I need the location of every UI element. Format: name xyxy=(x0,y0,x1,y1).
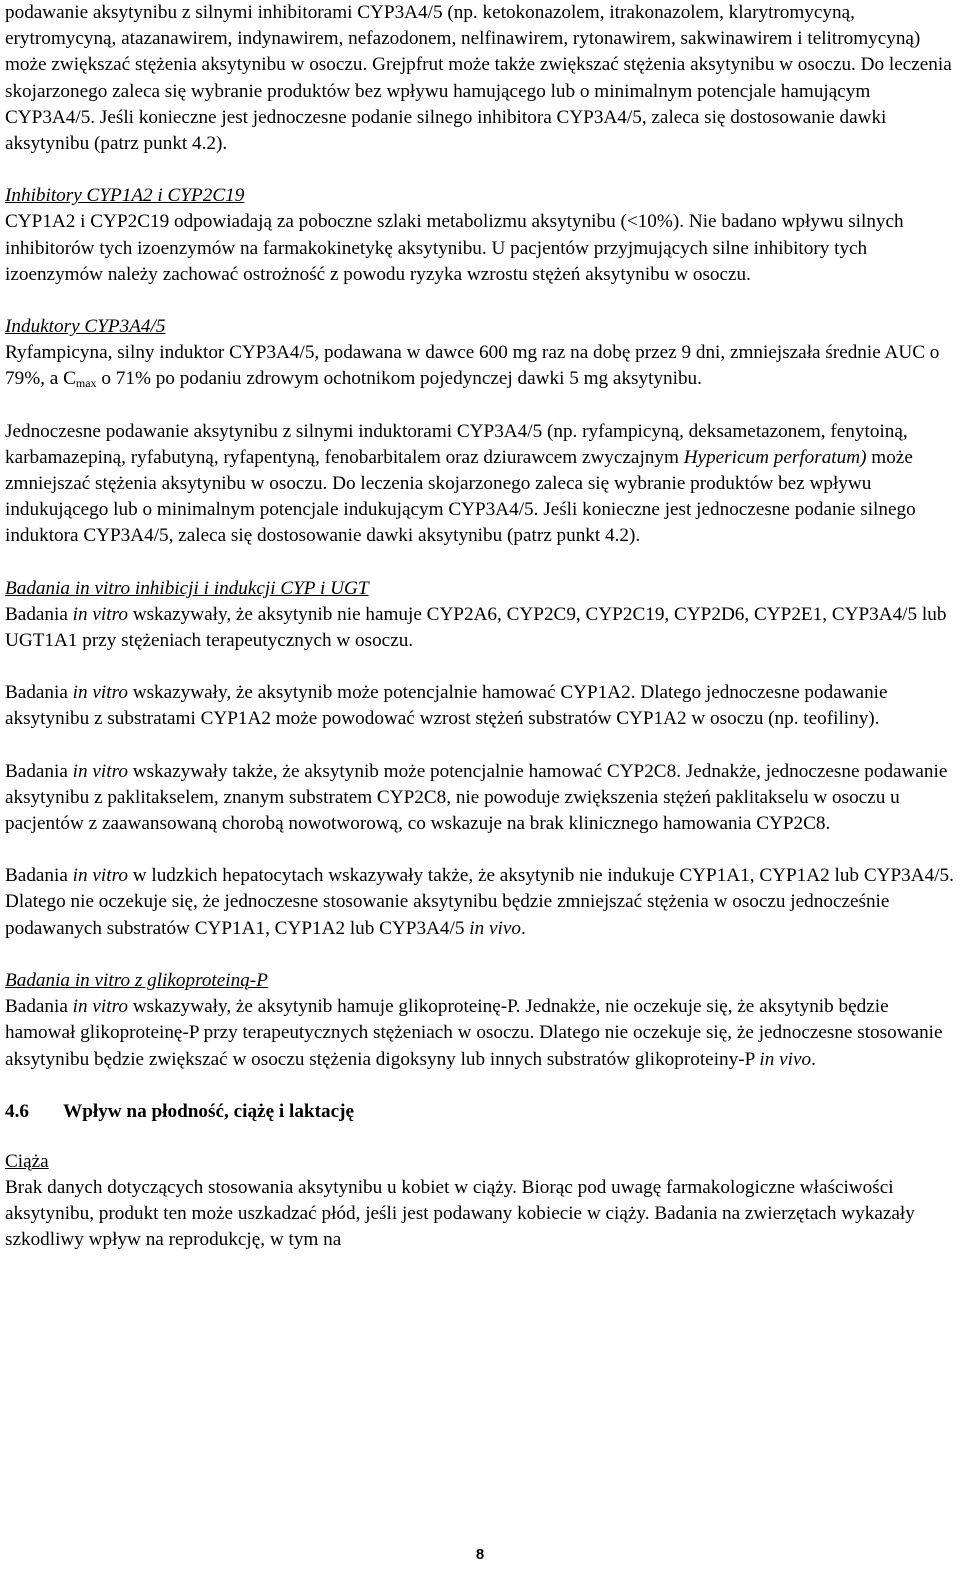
heading-cyp1a2-inhibitors: Inhibitory CYP1A2 i CYP2C19 xyxy=(5,185,245,207)
document-page xyxy=(5,0,957,1254)
paragraph-cyp3a4-inhibitors: podawanie aksytynibu z silnymi inhibitorami CYP3A4/5 (np. ketokonazolem, itrakonazolem, klarytromycyną, erytromycyną, atazanawirem, indynawirem, nefazodonem, nelfinawirem, rytonawirem, sakwinawirem i telitromycyną) może zwiększać stężenia aksytynibu w osoczu. Grejpfrut może także zwiększać stężenia aksytynibu w osoczu. Do leczenia skojarzonego zaleca się wybranie produktów bez wpływu hamującego lub o minimalnym potencjale hamującym CYP3A4/5. Jeśli konieczne jest jednoczesne podanie silnego inhibitora CYP3A4/5, zaleca się dostosowanie dawki aksytynibu (patrz punkt 4.2). xyxy=(5,2,952,155)
heading-cyp3a4-inducers: Induktory CYP3A4/5 xyxy=(5,316,166,338)
paragraph-pgp: Badania in vitro wskazywały, że aksytynib hamuje glikoproteinę-P. Jednakże, nie oczekuje się, że aksytynib będzie hamował glikoproteinę-P przy terapeutycznych stężeniach w osoczu. Dlatego nie oczekuje się, że jednoczesne stosowanie aksytynibu będzie zwiększać w osoczu stężenia digoksyny lub innych substratów glikoproteiny-P in vivo. xyxy=(5,996,943,1070)
heading-in-vitro-cyp-ugt: Badania in vitro inhibicji i indukcji CYP i UGT xyxy=(5,577,369,599)
paragraph-in-vitro-4: Badania in vitro w ludzkich hepatocytach wskazywały także, że aksytynib nie indukuje CYP1A1, CYP1A2 lub CYP3A4/5. Dlatego nie oczekuje się, że jednoczesne stosowanie aksytynibu będzie zmniejszać stężenia w osoczu jednocześnie podawanych substratów CYP1A1, CYP1A2 lub CYP3A4/5 in vivo. xyxy=(5,865,954,939)
heading-in-vitro-pgp: Badania in vitro z glikoproteiną-P xyxy=(5,969,268,991)
paragraph-rifampicin: Ryfampicyna, silny induktor CYP3A4/5, podawana w dawce 600 mg raz na dobę przez 9 dni, zmniejszała średnie AUC o 79%, a $C_{max}$ o 71% po podaniu zdrowym ochotnikom pojedynczej dawki 5 mg aksytynibu. xyxy=(5,342,940,391)
paragraph-in-vitro-3: Badania in vitro wskazywały także, że aksytynib może potencjalnie hamować CYP2C8. Jednakże, jednoczesne podawanie aksytynibu z paklitakselem, znanym substratem CYP2C8, nie powoduje zwiększenia stężeń paklitakselu w osoczu u pacjentów z zaawansowaną chorobą nowotworową, co wskazuje na brak klinicznego hamowania CYP2C8. xyxy=(5,760,948,835)
paragraph-in-vitro-2: Badania in vitro wskazywały, że aksytynib może potencjalnie hamować CYP1A2. Dlatego jednoczesne podawanie aksytynibu z substratami CYP1A2 może powodować wzrost stężeń substratów CYP1A2 w osoczu (np. teofiliny). xyxy=(5,682,888,730)
page-number: 8 xyxy=(475,1546,485,1563)
heading-pregnancy: Ciąża xyxy=(5,1150,49,1172)
paragraph-inducers-coadmin: Jednoczesne podawanie aksytynibu z silnymi induktorami CYP3A4/5 (np. ryfampicyną, deksametazonem, fenytoiną, karbamazepiną, ryfabutyną, ryfapentyną, fenobarbitalem oraz dziurawcem zwyczajnym Hypericum perforatum) może zmniejszać stężenia aksytynibu w osoczu. Do leczenia skojarzonego zaleca się wybranie produktów bez wpływu indukującego lub o minimalnym potencjale indukującym CYP3A4/5. Jeśli konieczne jest jednoczesne podanie silnego induktora CYP3A4/5, zaleca się dostosowanie dawki aksytynibu (patrz punkt 4.2). xyxy=(5,420,916,547)
paragraph-in-vitro-1: Badania in vitro wskazywały, że aksytynib nie hamuje CYP2A6, CYP2C9, CYP2C19, CYP2D6, CYP2E1, CYP3A4/5 lub UGT1A1 przy stężeniach terapeutycznych w osoczu. xyxy=(5,603,947,652)
section-heading-4-6: 4.6 Wpływ na płodność, ciążę i laktację xyxy=(5,1100,355,1122)
paragraph-pregnancy: Brak danych dotyczących stosowania aksytynibu u kobiet w ciąży. Biorąc pod uwagę farmakologiczne właściwości aksytynibu, produkt ten może uszkadzać płód, jeśli jest podawany kobiecie w ciąży. Badania na zwierzętach wykazały szkodliwy wpływ na reprodukcję, w tym na xyxy=(5,1176,915,1251)
paragraph-cyp1a2: CYP1A2 i CYP2C19 odpowiadają za poboczne szlaki metabolizmu aksytynibu (<10%). Nie badano wpływu silnych inhibitorów tych izoenzymów na farmakokinetykę aksytynibu. U pacjentów przyjmujących silne inhibitory tych izoenzymów należy zachować ostrożność z powodu ryzyka wzrostu stężeń aksytynibu w osoczu. xyxy=(5,211,904,285)
